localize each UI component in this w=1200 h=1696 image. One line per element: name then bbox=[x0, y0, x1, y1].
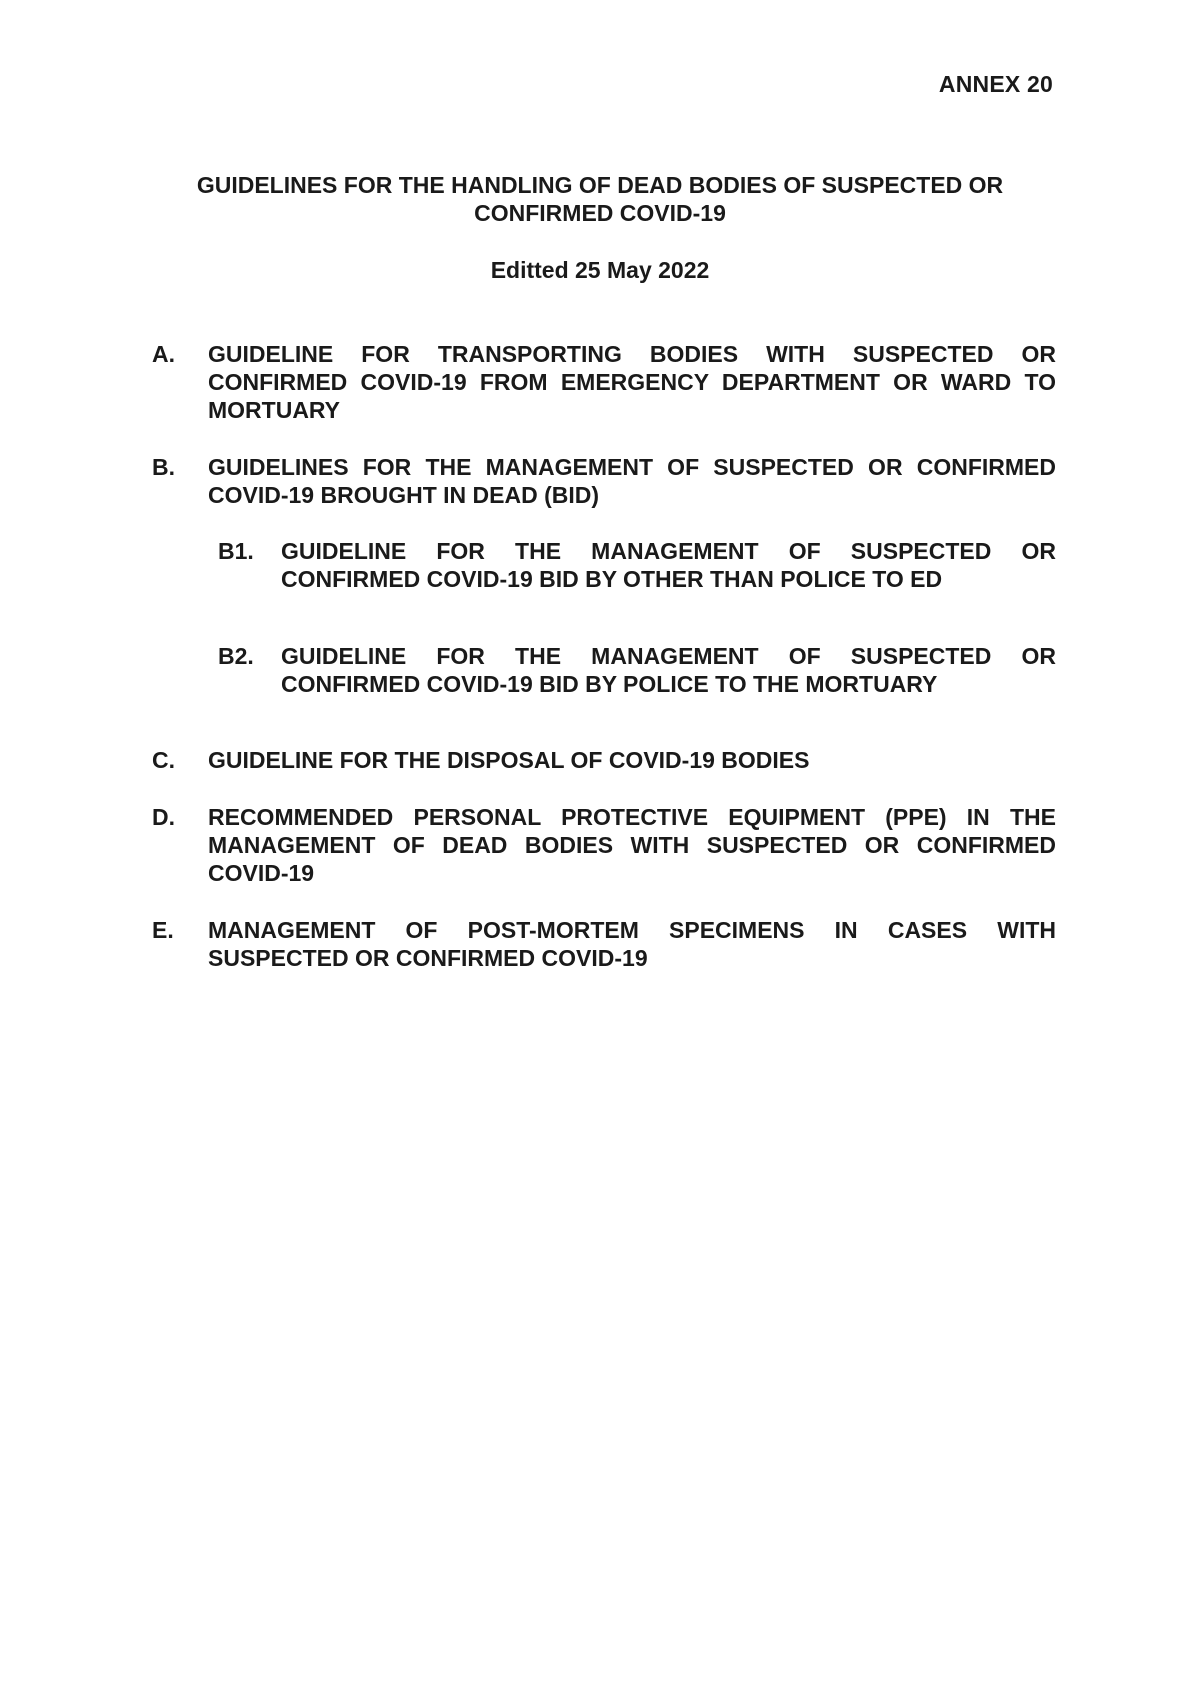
section-text: MANAGEMENT OF POST-MORTEM SPECIMENS IN CASES WITH SUSPECTED OR CONFIRMED COVID-19 bbox=[208, 917, 1056, 971]
section-text: GUIDELINE FOR TRANSPORTING BODIES WITH SUSPECTED OR CONFIRMED COVID-19 FROM EMERGENCY DEPARTMENT OR WARD TO MORTUARY bbox=[208, 341, 1056, 423]
section-marker: E. bbox=[152, 917, 174, 943]
title-line-2: CONFIRMED COVID-19 bbox=[474, 200, 726, 226]
section-item-e bbox=[152, 916, 1056, 972]
subsection-marker: B1. bbox=[218, 538, 254, 564]
edited-date: Editted 25 May 2022 bbox=[490, 257, 710, 283]
section-marker: A. bbox=[152, 341, 175, 367]
section-marker: D. bbox=[152, 804, 175, 830]
annex-label: ANNEX 20 bbox=[938, 71, 1053, 97]
section-marker: B. bbox=[152, 454, 175, 480]
section-item-d bbox=[152, 803, 1056, 887]
subsection-marker: B2. bbox=[218, 643, 254, 669]
document-title bbox=[140, 171, 1060, 227]
section-item-b bbox=[152, 453, 1056, 509]
subsection-item-b2 bbox=[218, 642, 1056, 698]
section-item-a bbox=[152, 340, 1056, 424]
section-text: GUIDELINE FOR THE DISPOSAL OF COVID-19 BODIES bbox=[208, 747, 810, 773]
section-text: RECOMMENDED PERSONAL PROTECTIVE EQUIPMENT (PPE) IN THE MANAGEMENT OF DEAD BODIES WITH SUSPECTED OR CONFIRMED COVID-19 bbox=[208, 804, 1056, 886]
subsection-item-b1 bbox=[218, 537, 1056, 593]
subsection-text: GUIDELINE FOR THE MANAGEMENT OF SUSPECTED OR CONFIRMED COVID-19 BID BY POLICE TO THE MORTUARY bbox=[281, 643, 1056, 697]
title-line-1: GUIDELINES FOR THE HANDLING OF DEAD BODIES OF SUSPECTED OR bbox=[196, 172, 1004, 198]
section-marker: C. bbox=[152, 747, 175, 773]
subsection-text: GUIDELINE FOR THE MANAGEMENT OF SUSPECTED OR CONFIRMED COVID-19 BID BY OTHER THAN POLICE TO ED bbox=[281, 538, 1056, 592]
section-item-c bbox=[152, 746, 1056, 774]
section-text: GUIDELINES FOR THE MANAGEMENT OF SUSPECTED OR CONFIRMED COVID-19 BROUGHT IN DEAD (BID) bbox=[208, 454, 1056, 508]
